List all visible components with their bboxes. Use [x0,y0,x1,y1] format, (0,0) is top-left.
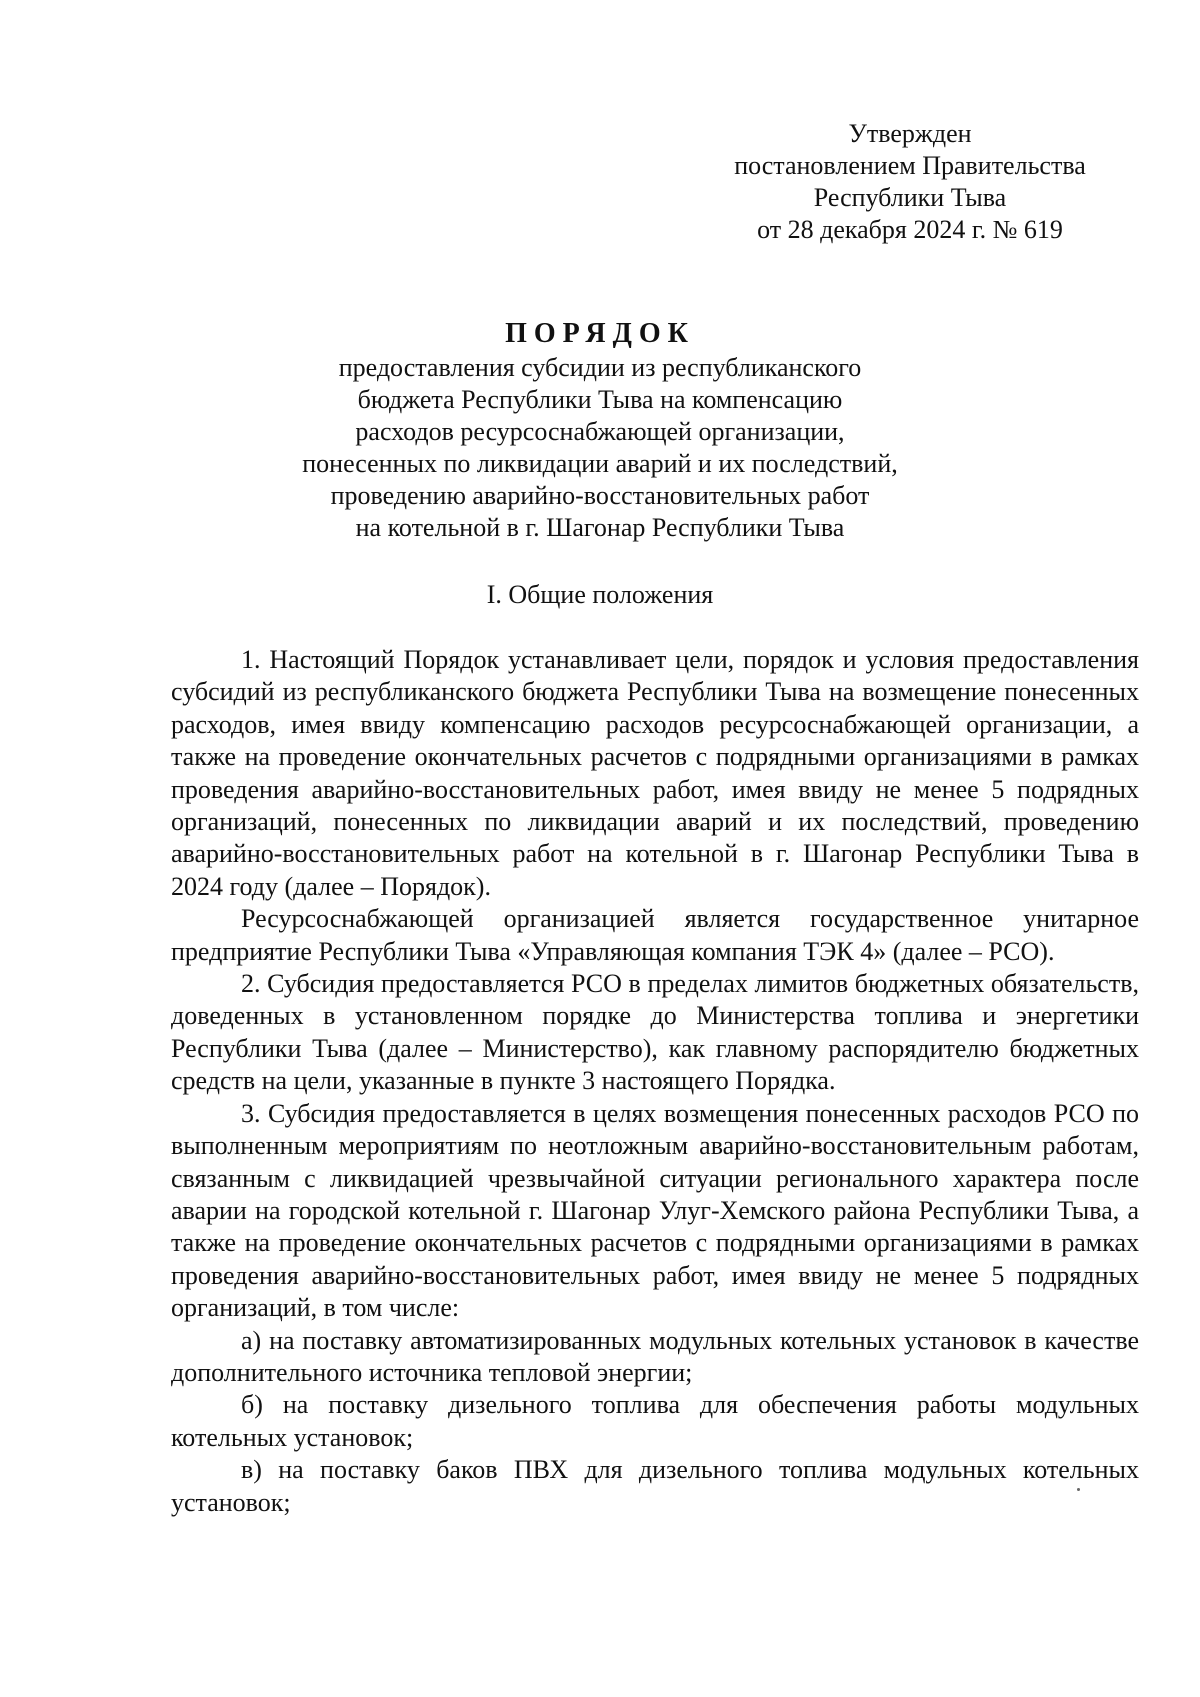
subtitle-line-6: на котельной в г. Шагонар Республики Тыва [355,513,845,542]
paragraph-2: Ресурсоснабжающей организацией является государственное унитарное предприятие Республики Тыва «Управляющая компания ТЭК 4» (далее – РСО). [171,904,1139,966]
document-subtitle [0,352,1200,544]
approval-line-1: Утвержден [848,119,972,148]
section-heading: I. Общие положения [486,580,714,609]
subtitle-line-5: проведению аварийно-восстановительных работ [330,481,870,510]
paragraph-3: 2. Субсидия предоставляется РСО в пределах лимитов бюджетных обязательств, доведенных в установленном порядке до Министерства топлива и энергетики Республики Тыва (далее – Министерство), как главному распорядителю бюджетных средств на цели, указанные в пункте 3 настоящего Порядка. [171,969,1139,1096]
subitem-c: в) на поставку баков ПВХ для дизельного топлива модульных котельных установок; [171,1455,1139,1517]
subtitle-line-1: предоставления субсидии из республиканского [338,353,862,382]
approval-stamp [700,118,1120,246]
document-body [171,644,1139,1519]
subitem-a: а) на поставку автоматизированных модульных котельных установок в качестве дополнительного источника тепловой энергии; [171,1325,1139,1387]
approval-line-4: от 28 декабря 2024 г. № 619 [757,215,1063,244]
scan-speck [1077,1488,1080,1491]
paragraph-1: 1. Настоящий Порядок устанавливает цели, порядок и условия предоставления субсидий из республиканского бюджета Республики Тыва на возмещение понесенных расходов, имея ввиду компенсацию расходов ресурсоснабжающей организации, а также на проведение окончательных расчетов с подрядными организациями в рамках проведения аварийно-восстановительных работ, имея ввиду не менее 5 подрядных организаций, понесенных по ликвидации аварий и их последствий, проведению аварийно-восстановительных работ на котельной в г. Шагонар Республики Тыва в 2024 году (далее – Порядок). [171,645,1139,901]
subtitle-line-4: понесенных по ликвидации аварий и их последствий, [302,449,898,478]
approval-line-2: постановлением Правительства [734,151,1086,180]
subitem-b: б) на поставку дизельного топлива для обеспечения работы модульных котельных установок; [171,1390,1139,1452]
paragraph-4: 3. Субсидия предоставляется в целях возмещения понесенных расходов РСО по выполненным мероприятиям по неотложным аварийно-восстановительным работам, связанным с ликвидацией чрезвычайной ситуации регионального характера после аварии на городской котельной г. Шагонар Улуг-Хемского района Республики Тыва, а также на проведение окончательных расчетов с подрядными организациями в рамках проведения аварийно-восстановительных работ, имея ввиду не менее 5 подрядных организаций, в том числе: [171,1098,1139,1323]
document-title: ПОРЯДОК [505,318,695,349]
approval-line-3: Республики Тыва [813,183,1007,212]
subtitle-line-2: бюджета Республики Тыва на компенсацию [357,385,843,414]
subtitle-line-3: расходов ресурсоснабжающей организации, [355,417,845,446]
